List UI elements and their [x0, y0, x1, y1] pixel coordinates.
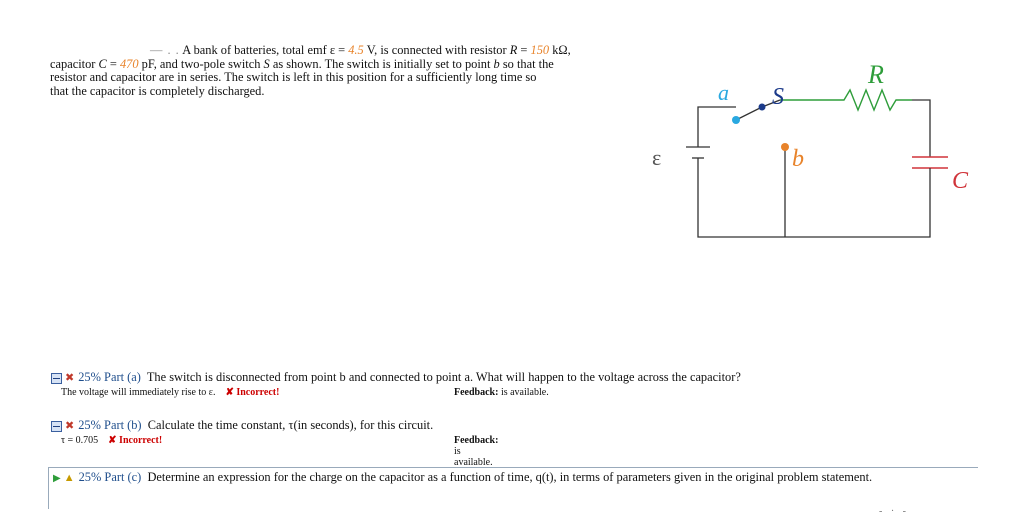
capacitor-symbol [912, 157, 948, 208]
part-c-label[interactable]: Part (c) [104, 470, 142, 484]
part-b-question-row [51, 418, 433, 433]
part-c-question: Determine an expression for the charge on the capacitor as a function of time, q(t), in terms of parameters given in the original problem statement. [147, 470, 873, 484]
problem-text: kΩ, [549, 43, 571, 57]
emf-value: 4.5 [348, 43, 364, 57]
incorrect-x-icon: ✖ [65, 420, 75, 432]
part-b-feedback[interactable] [454, 435, 498, 468]
part-b-answer [61, 435, 162, 446]
battery-symbol [686, 147, 710, 158]
expand-arrow-icon[interactable]: ▶ [53, 473, 61, 484]
part-a-feedback[interactable] [454, 387, 549, 398]
circuit-diagram [640, 50, 980, 250]
truncated-text: — . . [150, 43, 180, 57]
r-symbol: R [509, 43, 518, 57]
feedback-text: is available. [454, 446, 493, 468]
label-a: a [718, 80, 729, 105]
problem-line-3: resistor and capacitor are in series. The switch is left in this position for a sufficiently long time so [50, 70, 537, 85]
label-c: C [952, 168, 969, 194]
r-value: 150 [530, 43, 550, 57]
part-a [51, 370, 741, 401]
part-b-percent: 25% [78, 418, 101, 432]
problem-line-2 [50, 58, 650, 72]
feedback-text: is available. [498, 387, 549, 398]
part-b-label[interactable]: Part (b) [104, 418, 142, 432]
problem-text: as shown. The switch is initially set to point [269, 56, 494, 71]
part-a-answer-row [51, 387, 741, 401]
part-b-status: ✘ Incorrect! [108, 435, 163, 446]
c-symbol: C [98, 56, 107, 71]
b-symbol: b [493, 56, 500, 71]
problem-text: pF, and two-pole switch [138, 56, 264, 71]
label-s: S [772, 84, 784, 110]
node-b-dot [781, 143, 789, 151]
part-a-label[interactable]: Part (a) [104, 370, 141, 384]
part-a-answer [61, 387, 279, 398]
problem-text: V, is connected with resistor [363, 43, 510, 57]
feedback-label: Feedback: [454, 387, 499, 398]
part-b-answer-row [51, 435, 499, 468]
incorrect-x-icon: ✖ [65, 372, 75, 384]
collapse-toggle-icon[interactable] [51, 421, 62, 432]
problem-statement [50, 44, 650, 98]
label-r: R [868, 60, 884, 89]
problem-text: = [517, 43, 531, 57]
part-a-percent: 25% [78, 370, 101, 384]
part-b-answer-text: τ = 0.705 [61, 435, 99, 446]
problem-text: so that the [499, 56, 554, 71]
switch-pivot-dot [759, 104, 766, 111]
trailing-dots: - · - [879, 506, 909, 517]
label-emf: ε [652, 145, 662, 170]
warning-icon: ▲ [63, 472, 75, 484]
part-c-percent: 25% [78, 470, 102, 484]
part-c [48, 467, 978, 509]
part-a-status: ✘ Incorrect! [225, 387, 280, 398]
node-a-dot [732, 116, 740, 124]
part-b [51, 418, 499, 468]
part-a-question: The switch is disconnected from point b and connected to point a. What will happen to the voltage across the capacitor? [146, 370, 741, 384]
part-b-question: Calculate the time constant, τ(in seconds), for this circuit. [147, 418, 434, 432]
resistor-symbol [780, 90, 912, 110]
c-value: 470 [119, 56, 139, 71]
problem-text: = [106, 56, 120, 71]
problem-line-1 [50, 44, 650, 58]
problem-text: capacitor [50, 56, 99, 71]
feedback-label: Feedback: [454, 435, 499, 446]
s-symbol: S [263, 56, 270, 71]
problem-text: A bank of batteries, total emf ε = [182, 43, 349, 57]
collapse-toggle-icon[interactable] [51, 373, 62, 384]
label-b: b [792, 146, 804, 172]
part-a-answer-text: The voltage will immediately rise to ε. [61, 387, 216, 398]
part-a-question-row [51, 370, 741, 385]
problem-line-4: that the capacitor is completely discharged. [50, 83, 265, 98]
